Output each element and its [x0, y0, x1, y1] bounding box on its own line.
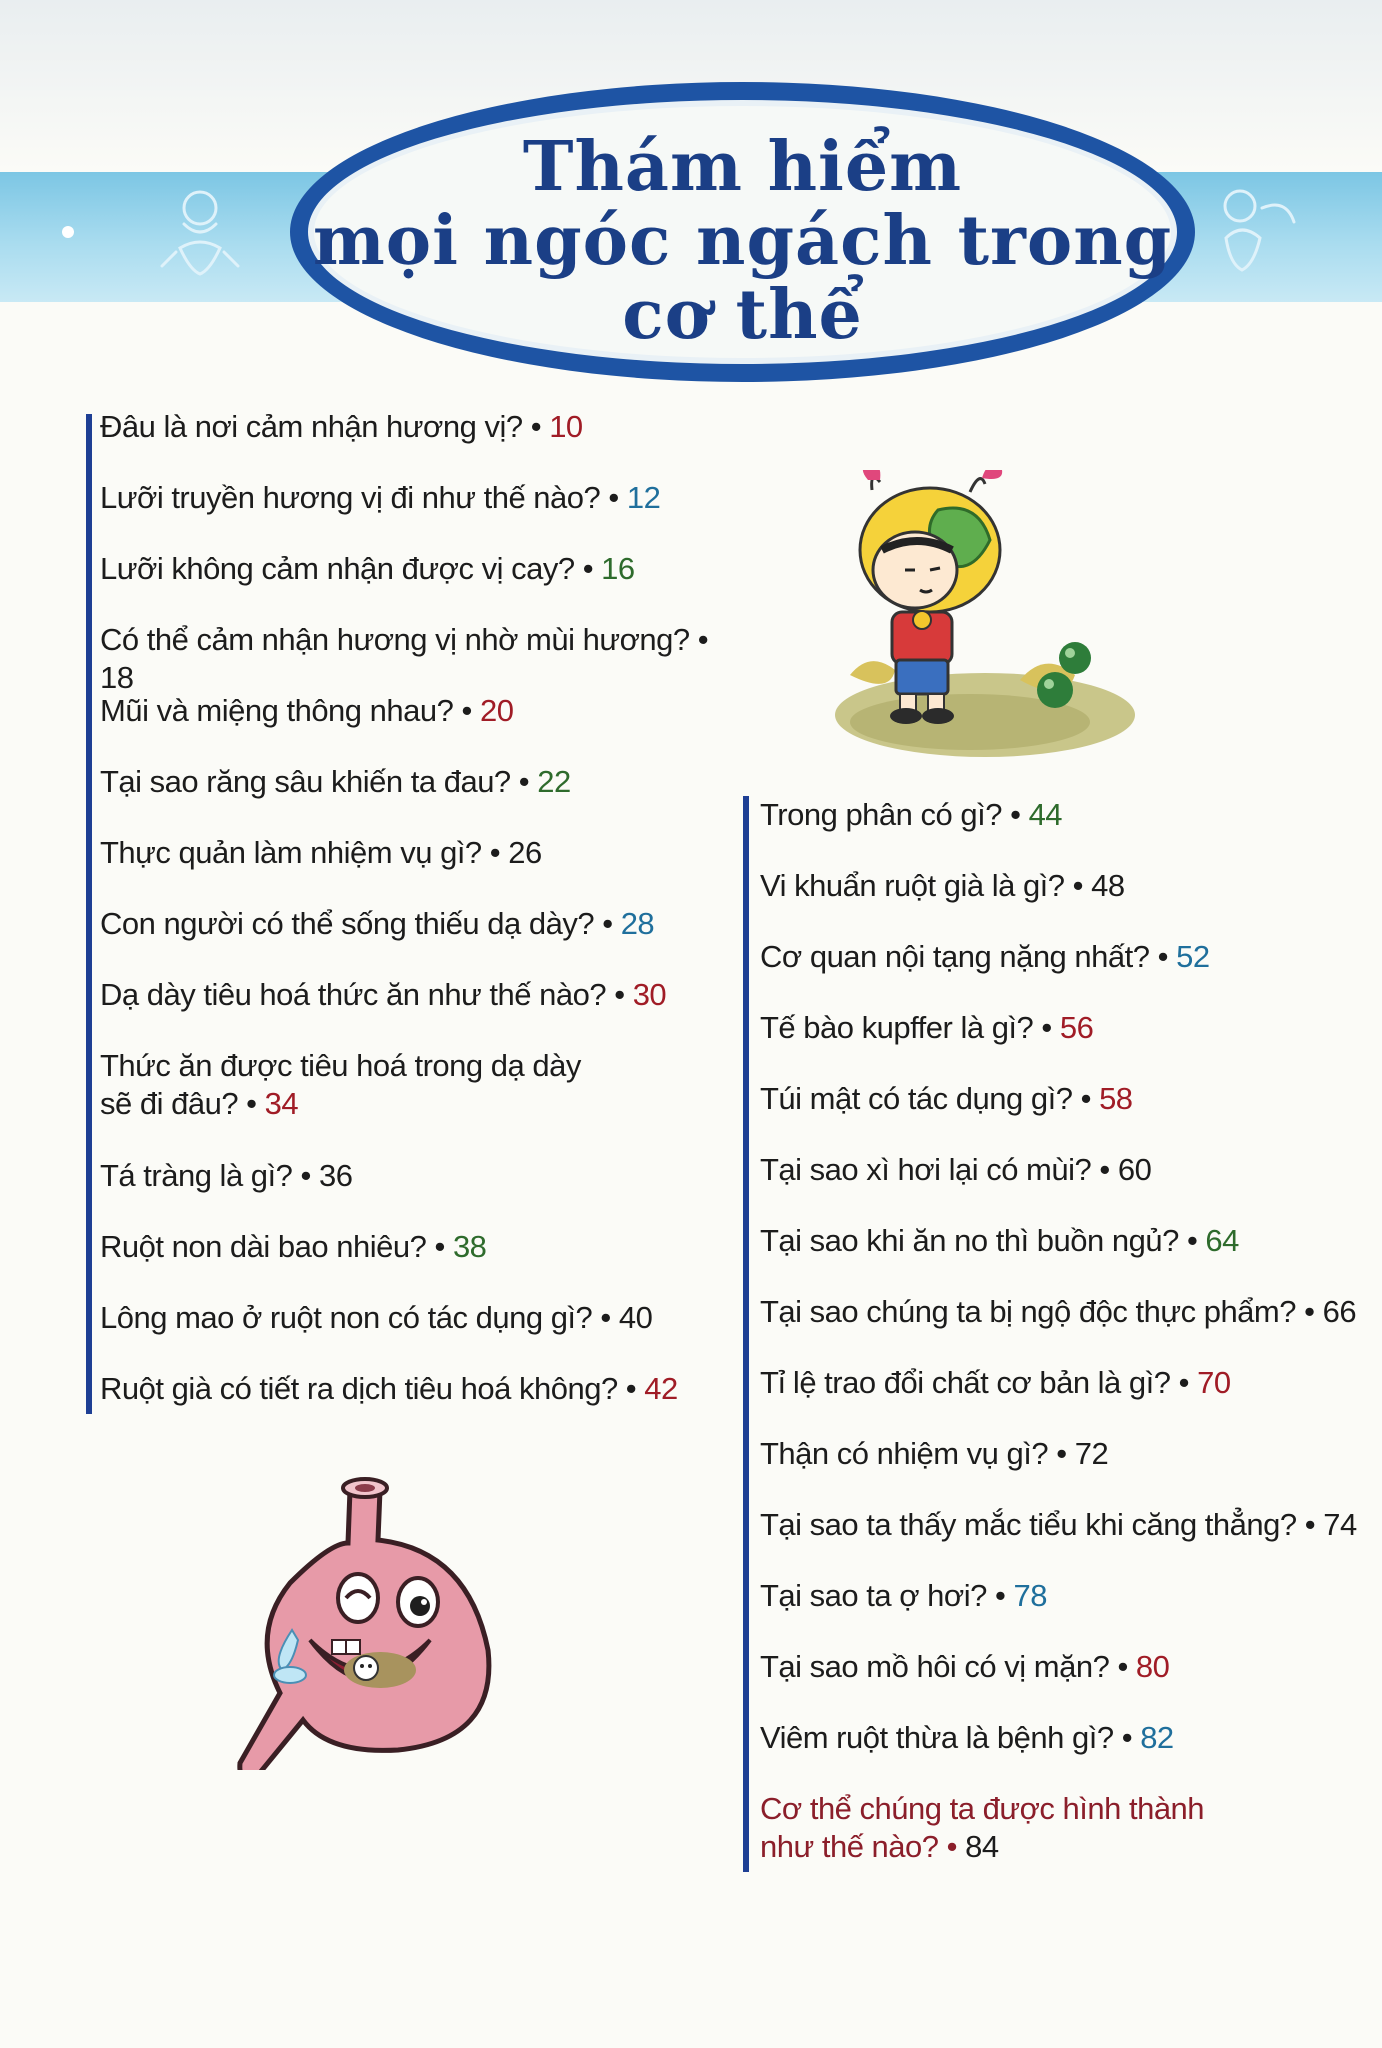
toc-separator: • [1149, 939, 1177, 974]
toc-entry-title: Mũi và miệng thông nhau? [100, 693, 454, 728]
toc-entry-title: Tại sao khi ăn no thì buồn ngủ? [760, 1223, 1179, 1258]
toc-entry-title: Tế bào kupffer là gì? [760, 1010, 1034, 1045]
toc-page-number: 18 [100, 660, 134, 695]
toc-separator: • [606, 977, 633, 1012]
toc-entry [760, 1222, 1380, 1293]
toc-entry [100, 408, 720, 479]
toc-separator: • [1033, 1010, 1060, 1045]
toc-entry [100, 621, 720, 695]
toc-separator: • [1296, 1294, 1323, 1329]
toc-page-number: 10 [549, 409, 583, 444]
toc-separator: • [1109, 1649, 1136, 1684]
toc-separator: • [600, 480, 627, 515]
toc-page-number: 60 [1117, 1152, 1152, 1187]
toc-entry-title: Lưỡi truyền hương vị đi như thế nào? [100, 480, 601, 515]
toc-entry [760, 1719, 1380, 1790]
toc-entry-title: Tại sao răng sâu khiến ta đau? [100, 764, 511, 799]
toc-entry [760, 796, 1380, 867]
toc-separator: • [594, 906, 621, 941]
page-title [300, 127, 1185, 355]
toc-entry [760, 1364, 1380, 1435]
toc-page-number: 78 [1013, 1578, 1047, 1613]
toc-entry-title: Có thể cảm nhận hương vị nhờ mùi hương? [100, 622, 690, 657]
toc-separator: • [453, 693, 480, 728]
cartoon-stomach-illustration-icon [220, 1470, 520, 1770]
toc-entry [760, 1790, 1380, 1876]
toc-entry-title: Tá tràng là gì? [100, 1158, 293, 1193]
toc-entry [760, 1577, 1380, 1648]
toc-page-number: 42 [644, 1371, 678, 1406]
toc-separator: • [1048, 1436, 1075, 1471]
toc-entry-title: Vi khuẩn ruột già là gì? [760, 868, 1065, 903]
toc-entry [100, 763, 720, 834]
toc-entry [100, 905, 720, 976]
toc-separator: • [510, 764, 538, 799]
toc-entry-title: Lông mao ở ruột non có tác dụng gì? [100, 1300, 593, 1335]
toc-entry-title: Cơ thể chúng ta được hình thành [760, 1791, 1205, 1826]
toc-entry [760, 867, 1380, 938]
toc-entry [100, 479, 720, 550]
toc-separator: • [1064, 868, 1092, 903]
toc-entry [760, 938, 1380, 1009]
toc-page-number: 30 [632, 977, 667, 1012]
toc-separator: • [1178, 1223, 1206, 1258]
toc-page-number: 56 [1059, 1010, 1094, 1045]
toc-entry-title: Lưỡi không cảm nhận được vị cay? [100, 551, 575, 586]
toc-page-number: 64 [1205, 1223, 1239, 1258]
toc-entry-title: Tại sao xì hơi lại có mùi? [760, 1152, 1092, 1187]
toc-separator: • [938, 1829, 966, 1864]
toc-entry [760, 1293, 1380, 1364]
toc-entry-title: Tại sao chúng ta bị ngộ độc thực phẩm? [760, 1294, 1296, 1329]
toc-entry [100, 1299, 720, 1370]
toc-separator: • [1296, 1507, 1324, 1542]
toc-left-column [100, 408, 720, 1441]
toc-entry [100, 1228, 720, 1299]
toc-page-number: 22 [537, 764, 571, 799]
toc-entry-title: Dạ dày tiêu hoá thức ăn như thế nào? [100, 977, 607, 1012]
toc-separator: • [617, 1371, 645, 1406]
toc-entry-title: Tại sao mồ hôi có vị mặn? [760, 1649, 1110, 1684]
toc-page-number: 20 [479, 693, 514, 728]
toc-entry [760, 1648, 1380, 1719]
toc-page-number: 84 [965, 1829, 999, 1864]
toc-page-number: 52 [1176, 939, 1210, 974]
toc-page-number: 70 [1197, 1365, 1231, 1400]
toc-entry-title: Thực quản làm nhiệm vụ gì? [100, 835, 482, 870]
toc-separator: • [592, 1300, 619, 1335]
toc-entry-title: Tại sao ta ợ hơi? [760, 1578, 987, 1613]
toc-page-number: 72 [1074, 1436, 1109, 1471]
toc-entry [100, 692, 720, 763]
toc-separator: • [522, 409, 550, 444]
toc-separator: • [481, 835, 509, 870]
toc-entry [100, 834, 720, 905]
toc-entry-title: Đâu là nơi cảm nhận hương vị? [100, 409, 523, 444]
toc-separator: • [689, 622, 709, 657]
toc-entry [100, 550, 720, 621]
right-column-bar [743, 796, 749, 1872]
banner-doodle-left-icon [140, 178, 260, 288]
toc-page-number: 26 [508, 835, 542, 870]
toc-page-number: 38 [452, 1229, 487, 1264]
toc-right-column [760, 796, 1380, 1876]
banner-doodle-right-icon [1190, 178, 1310, 288]
toc-entry [760, 1009, 1380, 1080]
toc-entry-title: Cơ quan nội tạng nặng nhất? [760, 939, 1150, 974]
toc-page-number: 40 [618, 1300, 653, 1335]
toc-page-number: 44 [1028, 797, 1063, 832]
toc-entry [100, 1047, 720, 1157]
toc-page-number: 80 [1135, 1649, 1170, 1684]
toc-page-number: 58 [1099, 1081, 1133, 1116]
banner-dot [62, 226, 74, 238]
toc-separator: • [426, 1229, 453, 1264]
toc-separator: • [1091, 1152, 1118, 1187]
title-line-2: mọi ngóc ngách trong [312, 201, 1173, 281]
toc-entry-title: Ruột non dài bao nhiêu? [100, 1229, 427, 1264]
toc-page-number: 28 [620, 906, 655, 941]
toc-page-number: 12 [626, 480, 661, 515]
toc-entry [100, 1157, 720, 1228]
toc-entry-title: Thức ăn được tiêu hoá trong dạ dày [100, 1048, 581, 1083]
toc-entry-title: Thận có nhiệm vụ gì? [760, 1436, 1049, 1471]
toc-page-number: 74 [1323, 1507, 1357, 1542]
toc-separator: • [1113, 1720, 1141, 1755]
toc-entry-title: Túi mật có tác dụng gì? [760, 1081, 1073, 1116]
toc-entry [100, 976, 720, 1047]
toc-entry [760, 1080, 1380, 1151]
toc-page-number: 34 [264, 1086, 299, 1121]
title-line-3: cơ thể [622, 275, 863, 355]
toc-separator: • [574, 551, 602, 586]
toc-entry [100, 1370, 720, 1441]
cartoon-kid-illustration-icon [820, 470, 1140, 770]
toc-entry-title: Tỉ lệ trao đổi chất cơ bản là gì? [760, 1365, 1171, 1400]
title-line-1: Thám hiểm [522, 127, 963, 207]
toc-separator: • [238, 1086, 265, 1121]
toc-page-number: 48 [1091, 868, 1125, 903]
toc-page-number: 16 [601, 551, 635, 586]
toc-entry-title-continued: như thế nào? [760, 1829, 939, 1864]
toc-page-number: 66 [1322, 1294, 1357, 1329]
toc-entry [760, 1151, 1380, 1222]
toc-entry [760, 1435, 1380, 1506]
toc-entry [760, 1506, 1380, 1577]
toc-separator: • [1001, 797, 1029, 832]
toc-separator: • [986, 1578, 1014, 1613]
toc-entry-title: Tại sao ta thấy mắc tiểu khi căng thẳng? [760, 1507, 1297, 1542]
toc-separator: • [1170, 1365, 1198, 1400]
toc-entry-title: Viêm ruột thừa là bệnh gì? [760, 1720, 1114, 1755]
toc-entry-title: Trong phân có gì? [760, 797, 1002, 832]
toc-separator: • [1072, 1081, 1100, 1116]
toc-entry-title-continued: sẽ đi đâu? [100, 1086, 239, 1121]
toc-page-number: 36 [319, 1158, 353, 1193]
toc-separator: • [292, 1158, 319, 1193]
left-column-bar [86, 414, 92, 1414]
toc-page-number: 82 [1140, 1720, 1174, 1755]
toc-entry-title: Ruột già có tiết ra dịch tiêu hoá không? [100, 1371, 618, 1406]
toc-entry-title: Con người có thể sống thiếu dạ dày? [100, 906, 595, 941]
